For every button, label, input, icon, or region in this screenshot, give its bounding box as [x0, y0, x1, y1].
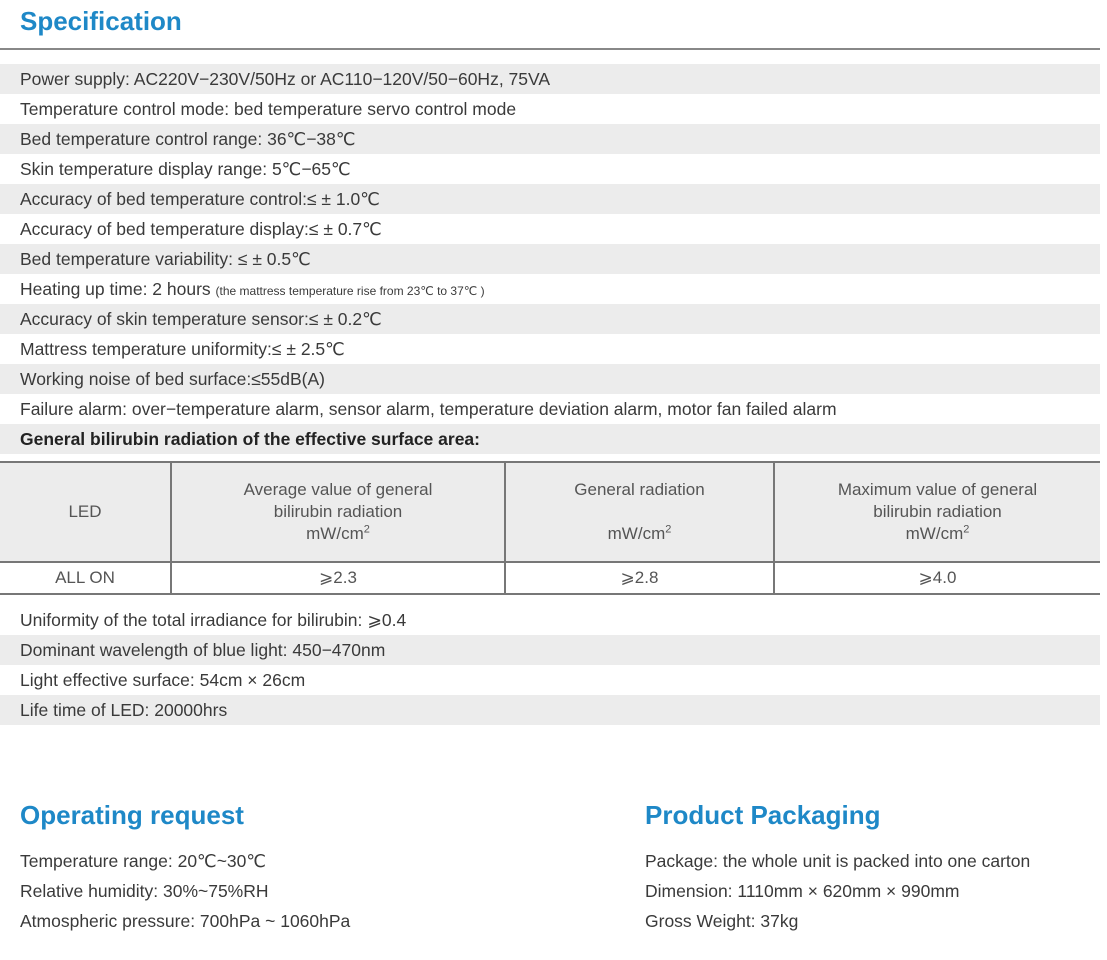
packaging-dimension: Dimension: 1110mm × 620mm × 990mm: [645, 881, 960, 901]
operating-temperature-range: Temperature range: 20℃~30℃: [20, 851, 267, 871]
spec-item-working-noise: Working noise of bed surface:≤55dB(A): [0, 364, 1100, 394]
radiation-table: [0, 461, 1100, 595]
heating-up-time-note: (the mattress temperature rise from 23℃ to 37℃ ): [215, 284, 485, 298]
cell-maximum-value: ⩾4.0: [774, 562, 1100, 594]
spec-item-irradiance-uniformity: Uniformity of the total irradiance for bilirubin: ⩾0.4: [20, 610, 407, 630]
radiation-table-heading: General bilirubin radiation of the effective surface area:: [0, 424, 1100, 454]
operating-request-list: [20, 846, 350, 936]
spec-item-mattress-uniformity: Mattress temperature uniformity:≤ ± 2.5℃: [20, 339, 345, 359]
specification-list-continued: [0, 605, 1100, 725]
spec-item-light-effective-surface: Light effective surface: 54cm × 26cm: [20, 670, 306, 690]
packaging-package: Package: the whole unit is packed into one carton: [645, 851, 1031, 871]
cell-average-value: ⩾2.3: [171, 562, 505, 594]
header-general-line1: General radiation: [574, 480, 705, 499]
spec-item-failure-alarm: Failure alarm: over−temperature alarm, sensor alarm, temperature deviation alarm, motor fan failed alarm: [20, 399, 837, 419]
spec-item-bed-variability: Bed temperature variability: ≤ ± 0.5℃: [0, 244, 1100, 274]
product-packaging-title: Product Packaging: [645, 800, 881, 830]
header-average-radiation: [171, 462, 505, 562]
operating-atmospheric-pressure: Atmospheric pressure: 700hPa ~ 1060hPa: [20, 911, 351, 931]
heating-up-time-main: Heating up time: 2 hours: [20, 279, 216, 299]
spec-item-dominant-wavelength: Dominant wavelength of blue light: 450−470nm: [0, 635, 1100, 665]
spec-item-skin-temperature-range: Skin temperature display range: 5℃−65℃: [20, 159, 351, 179]
spec-item-temperature-control-mode: Temperature control mode: bed temperature servo control mode: [20, 99, 517, 119]
spec-item-led-life-time: Life time of LED: 20000hrs: [0, 695, 1100, 725]
specification-list: [0, 64, 1100, 454]
cell-general-value: ⩾2.8: [505, 562, 774, 594]
operating-request-title: Operating request: [20, 800, 244, 830]
spec-item-bed-control-accuracy: Accuracy of bed temperature control:≤ ± 1.0℃: [0, 184, 1100, 214]
cell-led-mode: ALL ON: [0, 562, 171, 594]
spec-item-bed-temperature-range: Bed temperature control range: 36℃−38℃: [0, 124, 1100, 154]
header-maximum-unit: $mW/cm^2$: [905, 523, 970, 543]
header-general-spacer: [506, 501, 773, 523]
specification-divider: [0, 48, 1100, 50]
header-led: LED: [0, 462, 171, 562]
specification-title: Specification: [20, 6, 182, 36]
header-maximum-line2: bilirubin radiation: [873, 502, 1002, 521]
header-general-radiation: [505, 462, 774, 562]
spec-item-skin-sensor-accuracy: Accuracy of skin temperature sensor:≤ ± 0.2℃: [0, 304, 1100, 334]
radiation-table-header-row: [0, 462, 1100, 562]
spec-item-bed-display-accuracy: Accuracy of bed temperature display:≤ ± 0.7℃: [20, 219, 382, 239]
header-maximum-line1: Maximum value of general: [837, 480, 1038, 499]
header-average-unit: $mW/cm^2$: [306, 523, 370, 543]
operating-relative-humidity: Relative humidity: 30%~75%RH: [20, 881, 269, 901]
packaging-gross-weight: Gross Weight: 37kg: [645, 911, 799, 931]
spec-item-power-supply: Power supply: AC220V−230V/50Hz or AC110−120V/50−60Hz, 75VA: [0, 64, 1100, 94]
spec-item-heating-up-time: [0, 274, 1100, 304]
header-average-line1: Average value of general: [243, 480, 433, 499]
header-general-unit: $mW/cm^2$: [607, 523, 672, 543]
radiation-table-row: [0, 562, 1100, 594]
header-average-line2: bilirubin radiation: [273, 502, 403, 521]
product-packaging-list: [645, 846, 1030, 936]
header-maximum-radiation: [774, 462, 1100, 562]
